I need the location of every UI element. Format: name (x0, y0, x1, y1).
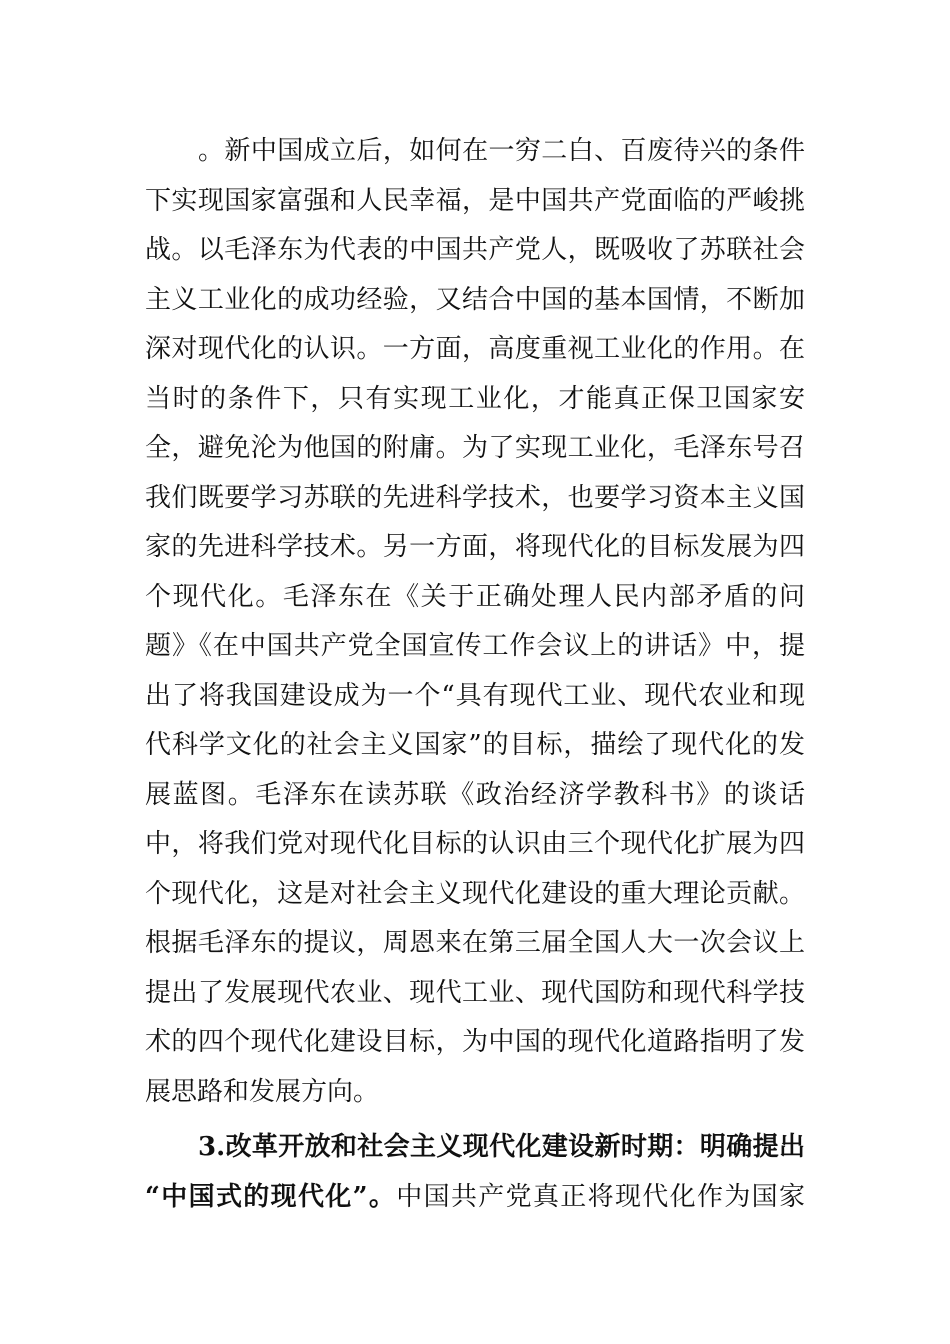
paragraph-line: 全，避免沦为他国的附庸。为了实现工业化，毛泽东号召 (145, 433, 805, 463)
section-heading: 3.改革开放和社会主义现代化建设新时期：明确提出 (198, 1132, 805, 1162)
paragraph-line: 个现代化，这是对社会主义现代化建设的重大理论贡献。 (145, 879, 805, 909)
paragraph-line: 根据毛泽东的提议，周恩来在第三届全国人大一次会议上 (145, 928, 805, 958)
paragraph-line: 我们既要学习苏联的先进科学技术，也要学习资本主义国 (145, 483, 805, 513)
paragraph-line: 题》《在中国共产党全国宣传工作会议上的讲话》中，提 (145, 631, 805, 661)
paragraph-line: 展蓝图。毛泽东在读苏联《政治经济学教科书》的谈话 (145, 780, 805, 810)
paragraph-line: 战。以毛泽东为代表的中国共产党人，既吸收了苏联社会 (145, 235, 805, 265)
paragraph-line: 深对现代化的认识。一方面，高度重视工业化的作用。在 (145, 334, 805, 364)
paragraph-line: 下实现国家富强和人民幸福，是中国共产党面临的严峻挑 (145, 186, 805, 216)
paragraph-line: 当时的条件下，只有实现工业化，才能真正保卫国家安 (145, 384, 805, 414)
paragraph-line: 出了将我国建设成为一个“具有现代工业、现代农业和现 (145, 681, 805, 711)
paragraph-line: 术的四个现代化建设目标，为中国的现代化道路指明了发 (145, 1027, 805, 1057)
paragraph-line: 代科学文化的社会主义国家”的目标，描绘了现代化的发 (145, 730, 805, 760)
paragraph-line: 提出了发展现代农业、现代工业、现代国防和现代科学技 (145, 978, 805, 1008)
paragraph-line: 展思路和发展方向。 (145, 1077, 380, 1107)
paragraph-line: 个现代化。毛泽东在《关于正确处理人民内部矛盾的问 (145, 582, 805, 612)
paragraph-line: 主义工业化的成功经验，又结合中国的基本国情，不断加 (145, 285, 805, 315)
section-heading-line (145, 1177, 805, 1217)
paragraph-line: 家的先进科学技术。另一方面，将现代化的目标发展为四 (145, 532, 805, 562)
section-body-text: 中国共产党真正将现代化作为国家 (396, 1182, 805, 1212)
paragraph-line: 中，将我们党对现代化目标的认识由三个现代化扩展为四 (145, 829, 805, 859)
section-heading-term: “中国式的现代化”。 (145, 1182, 397, 1212)
paragraph-line: 。新中国成立后，如何在一穷二白、百废待兴的条件 (198, 136, 805, 166)
